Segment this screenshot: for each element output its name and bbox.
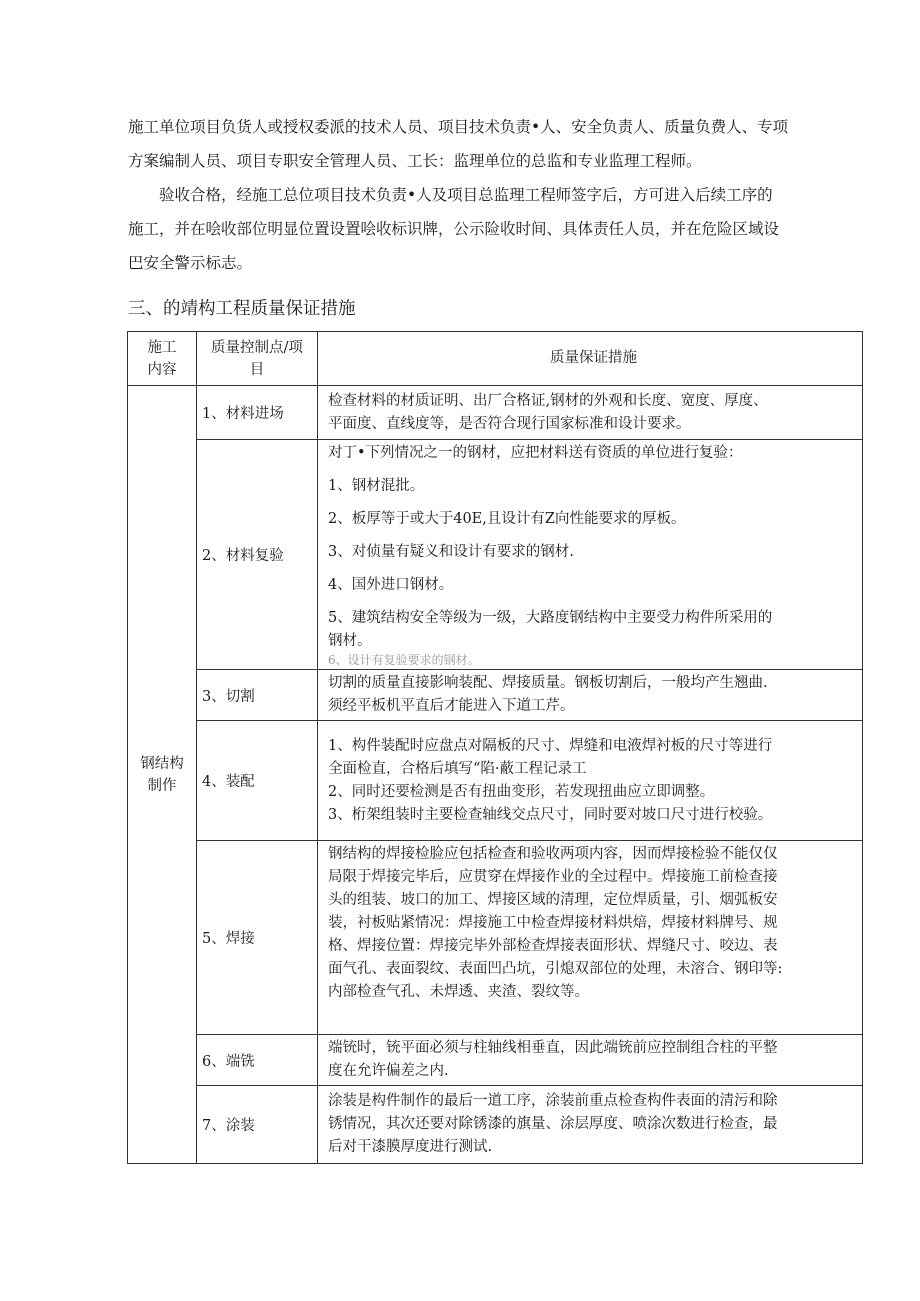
measure-cell: [318, 841, 863, 1035]
measure-line: 装，衬板贴紧情况：焊接施工中检查焊接材料烘焙，焊接材料牌号、规: [328, 915, 778, 931]
measure-line: 涂装是构件制作的最后一道工序，涂装前重点检查构件表面的清污和除: [328, 1093, 778, 1109]
measure-cell: [318, 1035, 863, 1086]
table-row: [128, 841, 863, 1035]
table-row: [128, 670, 863, 721]
measure-line: 格、焊接位置：焊接完毕外部检查焊接表面形状、焊缝尺寸、咬边、表: [328, 938, 778, 954]
measure-line: 平面度、直线度等，是否符合现行国家标准和设计要求。: [328, 415, 691, 432]
measure-line: 须经平板机平直后才能进入下道工芹。: [328, 698, 575, 714]
cut-off-line: 6、设计有复验要求的钢材。: [328, 653, 480, 667]
measure-line: 对丁•下列情况之一的钢材，应把材料送有资质的单位进行复验：: [328, 445, 743, 461]
measure-line: 3、对侦量有疑义和设计有要求的钢材.: [328, 544, 574, 560]
measure-line: 1、钢材混批。: [328, 478, 425, 494]
table-header-row: [128, 332, 863, 386]
section-title: 三、的靖构工程质量保证措施: [128, 299, 356, 319]
measure-line: 面气孔、表面裂纹、表面凹凸坑，引熄双部位的处理，未溶合、钢印等:: [328, 961, 783, 977]
measure-line: 钢结构的焊接检脸应包括检查和验收两项内容，因而焊接检验不能仅仅: [328, 846, 778, 862]
measure-line: 头的组装、坡口的加工、焊接区域的清理，定位焊质量，引、烟弧板安: [328, 892, 778, 908]
measure-cell: [318, 386, 863, 440]
group-label-text: 钢结构: [140, 755, 184, 772]
measure-cell: [318, 1086, 863, 1164]
measure-line: 锈情况，其次还要对除锈漆的旗量、涂层厚度、喷涂次数进行检查，最: [328, 1116, 778, 1132]
measure-line: 后对干漆膜厚度进行测试.: [328, 1139, 493, 1155]
measure-line: 全面检直，合格后填写“陷·蔽工程记录工: [328, 760, 587, 777]
table-row: [128, 1086, 863, 1164]
group-label-cell: [128, 386, 197, 1164]
group-label-text: 制作: [147, 777, 177, 794]
measure-line: 5、建筑结构安全等级为一级，大路度钢结构中主要受力构件所采用的: [328, 610, 773, 626]
text-line: 巴安全警示标志。: [128, 254, 253, 272]
measure-line: 内部检查气孔、未焊透、夹渣、裂纹等。: [328, 984, 589, 1000]
measure-line: 3、桁架组装时主要检查轴线交点尺寸，同时要对坡口尺寸进行校验。: [328, 806, 773, 823]
text-line: 施工，并在哙收部位明显位置设置哙收标识牌，公示险收时间、具体责任人员，并在危险区域设: [128, 220, 780, 238]
measure-line: 4、国外进口钢材。: [328, 577, 454, 593]
header-construction-content: [128, 332, 197, 386]
header-text: 目: [249, 361, 265, 378]
measure-cell: [318, 440, 863, 670]
measure-line: 切割的质量直接影响装配、焊接质量。钢板切割后，一般均产生翘曲.: [328, 675, 768, 691]
text-line: 验收合格，经施工总位项目技术负责•人及项目总监理工程师签字后，方可进入后续工序的: [159, 186, 773, 204]
control-item: 4、装配: [197, 721, 318, 841]
header-text: 施工: [147, 339, 177, 356]
table-row: [128, 440, 863, 670]
measure-cell: [318, 721, 863, 841]
measure-line: 局限于焊接完毕后，应贯穿在焊接作业的全过程中。焊接施工前检查接: [328, 869, 778, 885]
intro-paragraph-1: [128, 110, 853, 178]
control-item: 2、材料复验: [197, 440, 318, 670]
header-quality-measures: 质量保证措施: [318, 332, 863, 386]
quality-measures-table: [127, 331, 863, 1164]
measure-line: 1、构件装配时应盘点对隔板的尺寸、焊缝和电液焊衬板的尺寸等进行: [328, 737, 773, 754]
measure-line: 钢材。: [328, 633, 372, 649]
header-text: 内容: [147, 361, 177, 378]
measure-line: 2、板厚等于或大于40E,且设计有Z向性能要求的厚板。: [328, 511, 686, 527]
intro-paragraph-2: [128, 178, 853, 280]
control-item: 6、端铣: [197, 1035, 318, 1086]
table-row: [128, 1035, 863, 1086]
header-text: 质量控制点/项: [211, 339, 303, 356]
measure-line: 2、同时还要检测是否有扭曲变形，若发现扭曲应立即调整。: [328, 783, 715, 800]
measure-line: 检查材料的材质证明、出厂合格证,钢材的外观和长度、宽度、厚度、: [328, 392, 768, 409]
text-line: 施工单位项目负货人或授权委派的技术人员、项目技术负责•人、安全负责人、质量负费人、专项: [128, 118, 789, 136]
header-control-point: [197, 332, 318, 386]
measure-line: 度在允许偏差之内.: [328, 1063, 449, 1079]
text-line: 方案编制人员、项目专职安全管理人员、工长：监理单位的总监和专业监理工程师。: [128, 152, 702, 170]
measure-line: 端铳时，铳平面必须与柱轴线相垂直，因此端铳前应控制组合柱的平整: [328, 1040, 778, 1056]
control-item: 3、切割: [197, 670, 318, 721]
control-item: 1、材料进场: [197, 386, 318, 440]
control-item: 5、焊接: [197, 841, 318, 1035]
table-row: [128, 721, 863, 841]
measure-cell: [318, 670, 863, 721]
control-item: 7、涂装: [197, 1086, 318, 1164]
table-row: [128, 386, 863, 440]
